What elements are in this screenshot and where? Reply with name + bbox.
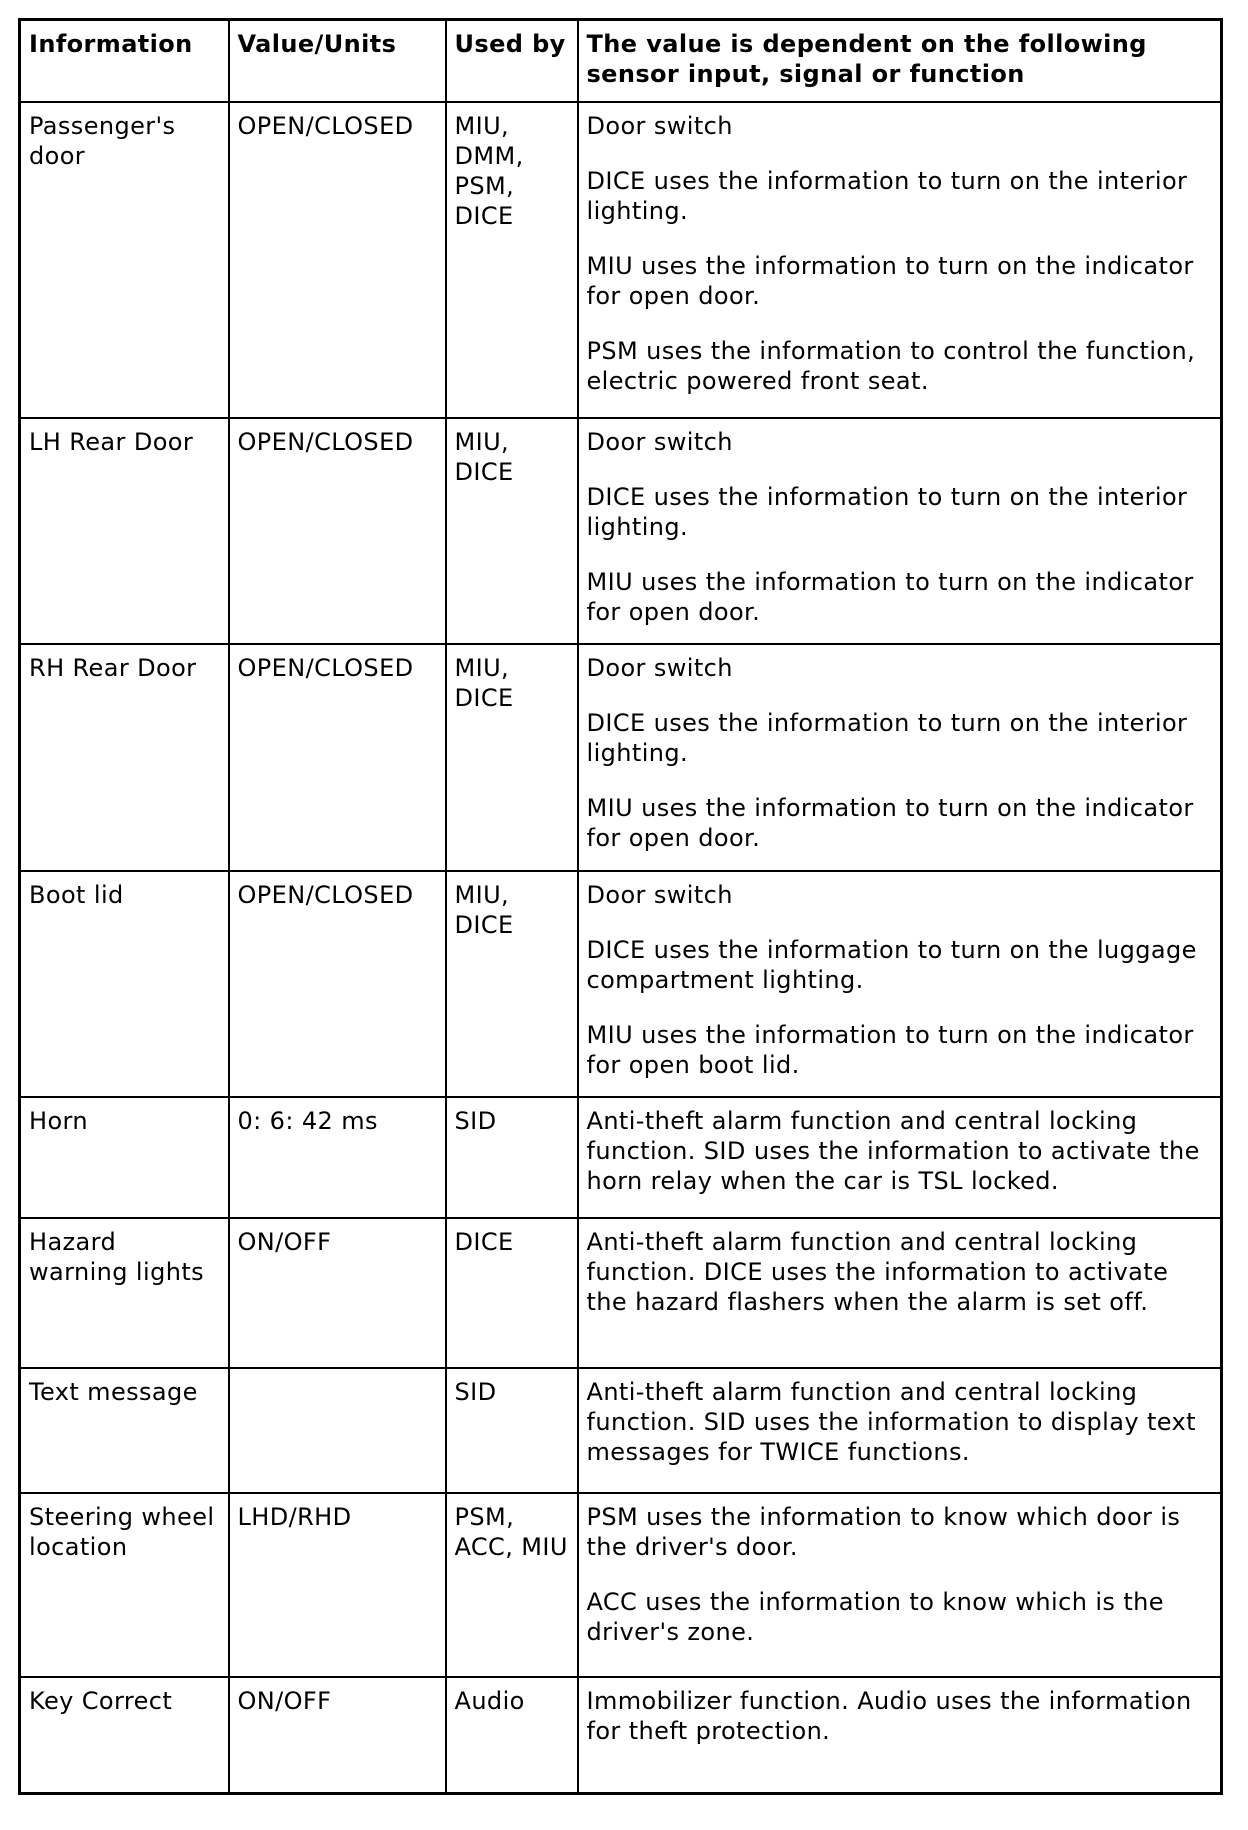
cell-information: Horn (20, 1097, 229, 1218)
cell-used-by: DICE (446, 1218, 578, 1368)
description-paragraph: MIU uses the information to turn on the indicator for open boot lid. (586, 1020, 1194, 1079)
cell-value: ON/OFF (229, 1677, 446, 1793)
cell-description (578, 1097, 1222, 1218)
cell-value: OPEN/CLOSED (229, 418, 446, 644)
table-row (20, 1218, 1222, 1368)
description-paragraph: Door switch (586, 111, 733, 140)
cell-value: LHD/RHD (229, 1493, 446, 1677)
cell-information: Steering wheel location (20, 1493, 229, 1677)
header-dependent-input: The value is dependent on the following sensor input, signal or function (578, 20, 1222, 102)
description-paragraph: ACC uses the information to know which is the driver's zone. (586, 1587, 1164, 1646)
cell-value: 0: 6: 42 ms (229, 1097, 446, 1218)
cell-description (578, 1218, 1222, 1368)
cell-value: OPEN/CLOSED (229, 102, 446, 418)
description-paragraph: Door switch (586, 427, 733, 456)
cell-information: Passenger's door (20, 102, 229, 418)
cell-used-by: MIU, DICE (446, 871, 578, 1097)
cell-value: OPEN/CLOSED (229, 644, 446, 870)
table-row (20, 418, 1222, 644)
cell-information: Hazard warning lights (20, 1218, 229, 1368)
description-paragraph: PSM uses the information to control the function, electric powered front seat. (586, 336, 1196, 395)
cell-description (578, 1677, 1222, 1793)
table-row (20, 1677, 1222, 1793)
cell-description (578, 1493, 1222, 1677)
description-paragraph: DICE uses the information to turn on the interior lighting. (586, 709, 1188, 768)
cell-used-by: PSM, ACC, MIU (446, 1493, 578, 1677)
description-paragraph: DICE uses the information to turn on the luggage compartment lighting. (586, 935, 1197, 994)
description-paragraph: Anti-theft alarm function and central locking function. DICE uses the information to activate the hazard flashers when the alarm is set off. (586, 1227, 1169, 1316)
cell-value: ON/OFF (229, 1218, 446, 1368)
table-row (20, 1493, 1222, 1677)
cell-used-by: MIU, DICE (446, 644, 578, 870)
table-row (20, 644, 1222, 870)
description-paragraph: MIU uses the information to turn on the indicator for open door. (586, 567, 1194, 626)
description-paragraph: DICE uses the information to turn on the interior lighting. (586, 482, 1188, 541)
cell-information: Key Correct (20, 1677, 229, 1793)
table-row (20, 1368, 1222, 1493)
cell-used-by: SID (446, 1368, 578, 1493)
description-paragraph: DICE uses the information to turn on the interior lighting. (586, 166, 1188, 225)
info-table (18, 18, 1223, 1795)
header-used-by: Used by (446, 20, 578, 102)
description-paragraph: MIU uses the information to turn on the indicator for open door. (586, 251, 1194, 310)
cell-used-by: MIU, DMM, PSM, DICE (446, 102, 578, 418)
cell-used-by: SID (446, 1097, 578, 1218)
header-information: Information (20, 20, 229, 102)
table-row (20, 102, 1222, 418)
table-row (20, 1097, 1222, 1218)
cell-description (578, 644, 1222, 870)
table-row (20, 871, 1222, 1097)
cell-information: Boot lid (20, 871, 229, 1097)
cell-value (229, 1368, 446, 1493)
description-paragraph: Anti-theft alarm function and central locking function. SID uses the information to display text messages for TWICE functions. (586, 1378, 1196, 1467)
description-paragraph: Door switch (586, 654, 733, 683)
header-row (20, 20, 1222, 102)
description-paragraph: Anti-theft alarm function and central locking function. SID uses the information to activate the horn relay when the car is TSL locked. (586, 1107, 1200, 1196)
cell-description (578, 1368, 1222, 1493)
description-paragraph: Immobilizer function. Audio uses the information for theft protection. (586, 1687, 1192, 1746)
cell-used-by: MIU, DICE (446, 418, 578, 644)
cell-information: RH Rear Door (20, 644, 229, 870)
cell-description (578, 418, 1222, 644)
description-paragraph: Door switch (586, 880, 733, 909)
description-paragraph: MIU uses the information to turn on the indicator for open door. (586, 794, 1194, 853)
cell-description (578, 871, 1222, 1097)
cell-information: LH Rear Door (20, 418, 229, 644)
cell-value: OPEN/CLOSED (229, 871, 446, 1097)
cell-description (578, 102, 1222, 418)
header-value-units: Value/Units (229, 20, 446, 102)
cell-information: Text message (20, 1368, 229, 1493)
cell-used-by: Audio (446, 1677, 578, 1793)
description-paragraph: PSM uses the information to know which door is the driver's door. (586, 1502, 1181, 1561)
